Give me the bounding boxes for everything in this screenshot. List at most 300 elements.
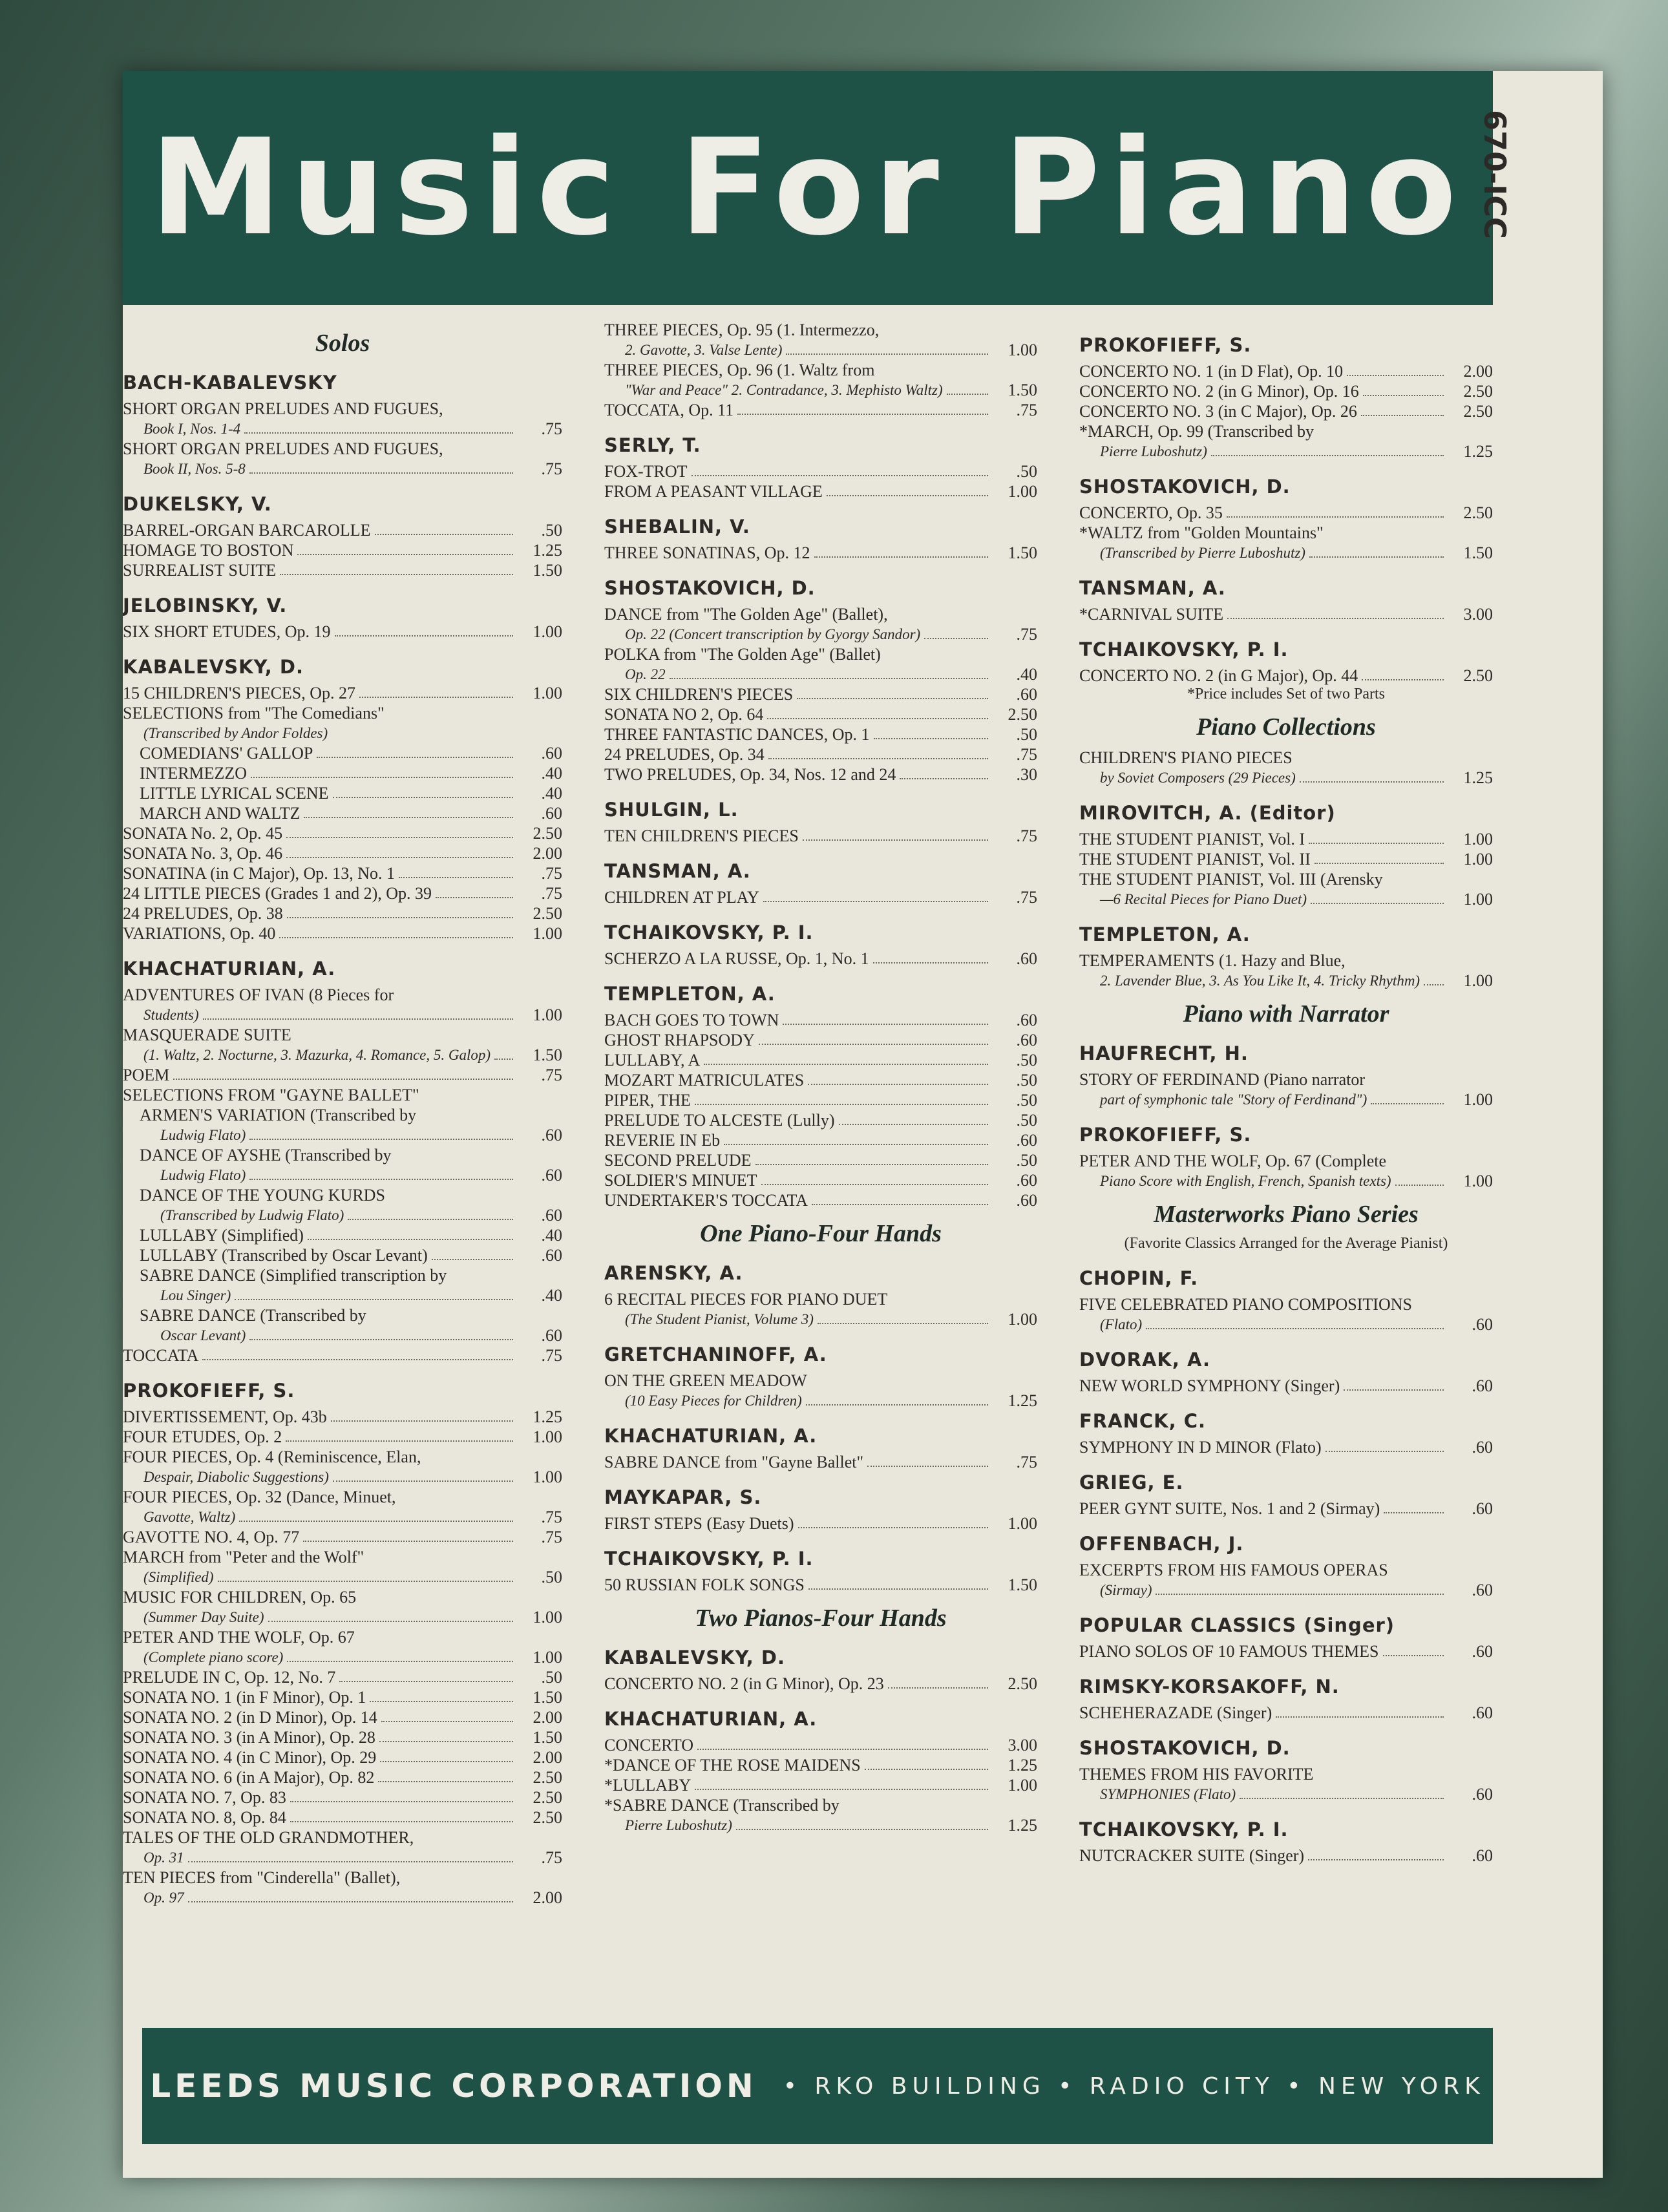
composer-name: SHOSTAKOVICH, D. — [1079, 476, 1291, 498]
leader-dots — [1276, 1716, 1444, 1718]
catalog-entry — [604, 684, 1037, 704]
entry-title: ON THE GREEN MEADOW — [604, 1371, 807, 1390]
entry-price: .60 — [1472, 1785, 1493, 1804]
leader-dots — [317, 757, 513, 758]
entry-note: Op. 22 — [625, 666, 666, 682]
catalog-entry — [123, 1407, 562, 1427]
leader-dots — [1311, 903, 1444, 904]
entry-note: Ludwig Flato) — [160, 1127, 246, 1143]
leader-dots — [333, 797, 514, 798]
entry-note: Op. 97 — [143, 1890, 184, 1906]
catalog-entry — [123, 1727, 562, 1747]
entry-price: 1.00 — [533, 1006, 562, 1024]
entry-price: 1.50 — [1463, 543, 1493, 562]
composer-name: TCHAIKOVSKY, P. I. — [1079, 638, 1289, 660]
entry-title: FOUR PIECES, Op. 32 (Dance, Minuet, — [123, 1488, 396, 1506]
entry-price: 1.50 — [533, 1046, 562, 1064]
composer-name: BACH-KABALEVSKY — [123, 372, 337, 394]
catalog-entry — [123, 683, 562, 703]
catalog-entry — [123, 520, 562, 540]
entry-price: .60 — [541, 744, 562, 763]
catalog-entry — [604, 704, 1037, 724]
entry-price: 2.00 — [533, 1708, 562, 1727]
catalog-entry — [123, 823, 562, 843]
entry-note: (Transcribed by Pierre Luboshutz) — [1100, 545, 1305, 561]
entry-note: (Simplified) — [143, 1569, 214, 1585]
catalog-entry — [123, 803, 562, 823]
catalog-entry — [1079, 951, 1493, 991]
catalog-entry — [123, 1828, 562, 1868]
entry-title: DANCE from "The Golden Age" (Ballet), — [604, 605, 888, 624]
entry-title: SONATA NO 2, Op. 64 — [604, 705, 764, 724]
entry-price: 2.50 — [533, 1768, 562, 1787]
entry-note: Lou Singer) — [160, 1287, 231, 1303]
catalog-entry — [123, 1868, 562, 1908]
entry-title: MASQUERADE SUITE — [123, 1026, 291, 1044]
section-heading: Two Pianos-Four Hands — [695, 1605, 947, 1632]
leader-dots — [670, 678, 988, 679]
entry-title: 15 CHILDREN'S PIECES, Op. 27 — [123, 684, 356, 702]
composer-name: KHACHATURIAN, A. — [604, 1708, 818, 1730]
catalog-entry — [604, 724, 1037, 744]
entry-title: SYMPHONY IN D MINOR (Flato) — [1079, 1438, 1322, 1457]
entry-title: SOLDIER'S MINUET — [604, 1171, 757, 1190]
leader-dots — [331, 1420, 513, 1422]
leader-dots — [286, 857, 513, 858]
catalog-entry — [123, 1305, 562, 1345]
entry-price: .60 — [1472, 1438, 1493, 1457]
entry-title: TALES OF THE OLD GRANDMOTHER, — [123, 1828, 414, 1847]
entry-price: 1.00 — [1463, 1090, 1493, 1109]
entry-title: SABRE DANCE (Transcribed by — [140, 1306, 366, 1325]
leader-dots — [737, 414, 988, 415]
catalog-entry — [1079, 1151, 1493, 1191]
leader-dots — [370, 1701, 513, 1702]
leader-dots — [818, 1323, 988, 1324]
catalog-entry — [123, 1547, 562, 1587]
entry-title: CONCERTO, Op. 35 — [1079, 503, 1223, 522]
entry-title: FROM A PEASANT VILLAGE — [604, 482, 823, 501]
entry-title: THE STUDENT PIANIST, Vol. III (Arensky — [1079, 870, 1383, 889]
entry-price: .40 — [541, 784, 562, 803]
entry-title: PETER AND THE WOLF, Op. 67 (Complete — [1079, 1152, 1387, 1170]
catalog-entry — [1079, 1641, 1493, 1661]
catalog-entry — [123, 1265, 562, 1305]
catalog-entry — [123, 1085, 562, 1105]
catalog-entry — [123, 1807, 562, 1828]
leader-dots — [759, 1044, 988, 1045]
catalog-entry — [1079, 748, 1493, 788]
catalog-entry — [1079, 666, 1493, 686]
catalog-entry — [123, 863, 562, 883]
leader-dots — [874, 738, 988, 739]
catalog-entry — [123, 1627, 562, 1667]
entry-title: MARCH from "Peter and the Wolf" — [123, 1548, 364, 1566]
catalog-entry — [1079, 421, 1493, 461]
entry-title: THREE PIECES, Op. 96 (1. Waltz from — [604, 361, 875, 379]
section-heading: Solos — [315, 330, 370, 357]
composer-name: DUKELSKY, V. — [123, 493, 272, 515]
leader-dots — [695, 1789, 988, 1790]
leader-dots — [786, 353, 988, 355]
catalog-entry — [1079, 829, 1493, 849]
entry-title: TWO PRELUDES, Op. 34, Nos. 12 and 24 — [604, 765, 896, 784]
entry-price: 1.00 — [1463, 830, 1493, 848]
entry-note: Ludwig Flato) — [160, 1167, 246, 1183]
entry-note: (Transcribed by Andor Foldes) — [143, 725, 328, 741]
catalog-entry — [123, 1225, 562, 1245]
entry-title: CONCERTO NO. 3 (in C Major), Op. 26 — [1079, 402, 1357, 421]
entry-note: (Complete piano score) — [143, 1649, 284, 1665]
publisher-footer — [142, 2028, 1493, 2144]
composer-name: TANSMAN, A. — [604, 860, 751, 882]
catalog-entry — [123, 743, 562, 763]
entry-price: .75 — [1016, 827, 1037, 845]
composer-name: SHOSTAKOVICH, D. — [604, 577, 816, 599]
catalog-entry — [123, 1427, 562, 1447]
entry-price: .75 — [541, 459, 562, 478]
entry-price: .60 — [1016, 1191, 1037, 1210]
leader-dots — [380, 1761, 513, 1762]
entry-note: SYMPHONIES (Flato) — [1100, 1786, 1236, 1802]
entry-title: LULLABY, A — [604, 1051, 701, 1069]
catalog-entry — [1079, 1764, 1493, 1804]
entry-note: (Flato) — [1100, 1316, 1143, 1332]
entry-title: MUSIC FOR CHILDREN, Op. 65 — [123, 1588, 357, 1606]
catalog-entry — [1079, 1703, 1493, 1723]
catalog-entry — [604, 887, 1037, 907]
column-2 — [604, 320, 1037, 2019]
entry-title: FOUR ETUDES, Op. 2 — [123, 1427, 282, 1446]
column-3 — [1079, 320, 1493, 2019]
entry-title: SONATA No. 3, Op. 46 — [123, 844, 283, 863]
leader-dots — [697, 1749, 988, 1750]
composer-name: MIROVITCH, A. (Editor) — [1079, 802, 1336, 824]
entry-title: FOX-TROT — [604, 462, 688, 481]
catalog-entry — [123, 1487, 562, 1527]
composer-name: KHACHATURIAN, A. — [123, 958, 336, 980]
leader-dots — [188, 1901, 513, 1902]
entry-title: SELECTIONS from "The Comedians" — [123, 704, 385, 722]
entry-title: CHILDREN'S PIANO PIECES — [1079, 748, 1293, 767]
entry-price: .60 — [541, 1166, 562, 1185]
composer-name: DVORAK, A. — [1079, 1349, 1211, 1371]
entry-price: 1.50 — [533, 561, 562, 580]
leader-dots — [249, 1179, 513, 1180]
leader-dots — [1383, 1655, 1444, 1656]
entry-note: (1. Waltz, 2. Nocturne, 3. Mazurka, 4. Romance, 5. Galop) — [143, 1047, 491, 1063]
composer-name: TCHAIKOVSKY, P. I. — [604, 1548, 814, 1570]
composer-name: OFFENBACH, J. — [1079, 1533, 1244, 1555]
entry-price: 1.25 — [533, 541, 562, 560]
entry-title: SONATA NO. 4 (in C Minor), Op. 29 — [123, 1748, 377, 1767]
entry-title: UNDERTAKER'S TOCCATA — [604, 1191, 808, 1210]
entry-title: *DANCE OF THE ROSE MAIDENS — [604, 1756, 861, 1775]
leader-dots — [867, 1466, 988, 1467]
leader-dots — [399, 877, 513, 878]
composer-name: SHEBALIN, V. — [604, 516, 750, 538]
entry-title: CONCERTO NO. 2 (in G Major), Op. 44 — [1079, 666, 1358, 685]
leader-dots — [1347, 375, 1444, 376]
composer-name: GRIEG, E. — [1079, 1471, 1184, 1493]
composer-name: RIMSKY-KORSAKOFF, N. — [1079, 1676, 1340, 1698]
entry-price: 1.00 — [533, 1608, 562, 1627]
entry-price: 1.00 — [1463, 1172, 1493, 1190]
leader-dots — [704, 1064, 988, 1065]
entry-title: PIPER, THE — [604, 1091, 691, 1110]
catalog-entry — [604, 1575, 1037, 1595]
entry-price: 1.00 — [1008, 1514, 1037, 1533]
entry-title: FOUR PIECES, Op. 4 (Reminiscence, Elan, — [123, 1448, 421, 1466]
catalog-entry — [1079, 1069, 1493, 1110]
entry-note: (The Student Pianist, Volume 3) — [625, 1311, 814, 1327]
entry-price: 2.50 — [1463, 666, 1493, 685]
catalog-entry — [604, 949, 1037, 969]
composer-name: SHOSTAKOVICH, D. — [1079, 1737, 1291, 1759]
leader-dots — [378, 1781, 513, 1782]
entry-price: 1.00 — [1463, 890, 1493, 909]
entry-price: 1.00 — [1008, 1310, 1037, 1329]
leader-dots — [1309, 843, 1444, 844]
catalog-entry — [604, 1452, 1037, 1472]
catalog-entry — [123, 1185, 562, 1225]
leader-dots — [339, 1681, 513, 1682]
title-banner — [123, 71, 1493, 305]
entry-price: .40 — [541, 1286, 562, 1305]
leader-dots — [1424, 984, 1444, 985]
entry-note: Op. 22 (Concert transcription by Gyorgy Sandor) — [625, 626, 921, 642]
composer-name: TCHAIKOVSKY, P. I. — [604, 922, 814, 943]
leader-dots — [1363, 395, 1444, 396]
entry-title: SCHEHERAZADE (Singer) — [1079, 1703, 1272, 1722]
entry-price: 1.50 — [1008, 543, 1037, 562]
entry-title: CONCERTO — [604, 1736, 694, 1754]
leader-dots — [432, 1259, 513, 1260]
entry-price: 1.00 — [533, 622, 562, 641]
entry-note: (Summer Day Suite) — [143, 1609, 264, 1625]
leader-dots — [839, 1124, 988, 1125]
leader-dots — [173, 1079, 513, 1080]
entry-price: .60 — [1472, 1846, 1493, 1865]
entry-note: Pierre Luboshutz) — [1100, 443, 1207, 459]
leader-dots — [1211, 455, 1444, 456]
entry-title: PIANO SOLOS OF 10 FAMOUS THEMES — [1079, 1642, 1379, 1661]
entry-price: .75 — [541, 1346, 562, 1365]
catalog-entry — [604, 1090, 1037, 1110]
leader-dots — [290, 1821, 513, 1822]
entry-price: .60 — [1016, 1131, 1037, 1150]
entry-title: LITTLE LYRICAL SCENE — [140, 784, 329, 803]
entry-price: .60 — [1472, 1499, 1493, 1518]
entry-title: NEW WORLD SYMPHONY (Singer) — [1079, 1376, 1340, 1395]
leader-dots — [691, 475, 988, 476]
entry-title: SABRE DANCE from "Gayne Ballet" — [604, 1453, 864, 1471]
entry-title: SONATINA (in C Major), Op. 13, No. 1 — [123, 864, 396, 883]
composer-name: KHACHATURIAN, A. — [604, 1425, 818, 1447]
catalog-entry — [123, 1345, 562, 1365]
catalog-entry — [123, 1767, 562, 1787]
catalog-entry — [1079, 381, 1493, 401]
catalog-entry — [604, 1795, 1037, 1835]
entry-title: 24 PRELUDES, Op. 34 — [604, 745, 765, 764]
catalog-entry — [604, 543, 1037, 563]
leader-dots — [924, 638, 988, 639]
entry-price: 1.00 — [1463, 971, 1493, 990]
entry-note: Pierre Luboshutz) — [625, 1817, 732, 1833]
leader-dots — [827, 495, 988, 496]
entry-price: 1.25 — [1008, 1391, 1037, 1410]
section-note: *Price includes Set of two Parts — [1187, 686, 1385, 702]
entry-title: SIX SHORT ETUDES, Op. 19 — [123, 622, 331, 641]
catalog-entry — [1079, 604, 1493, 624]
catalog-entry — [123, 560, 562, 580]
entry-price: .60 — [541, 1206, 562, 1225]
leader-dots — [218, 1581, 513, 1582]
leader-dots — [1395, 1185, 1444, 1186]
entry-price: 1.00 — [1463, 850, 1493, 869]
leader-dots — [235, 1299, 513, 1300]
leader-dots — [249, 472, 513, 474]
entry-title: COMEDIANS' GALLOP — [140, 744, 313, 763]
catalog-entry — [123, 903, 562, 923]
entry-price: 1.00 — [533, 684, 562, 702]
entry-price: 1.25 — [1008, 1756, 1037, 1775]
entry-price: .60 — [541, 1246, 562, 1265]
catalog-entry — [123, 703, 562, 743]
entry-title: DANCE OF AYSHE (Transcribed by — [140, 1146, 392, 1164]
leader-dots — [436, 897, 513, 898]
catalog-entry — [604, 481, 1037, 501]
entry-title: TOCCATA, Op. 11 — [604, 401, 734, 419]
composer-name: SHULGIN, L. — [604, 799, 739, 821]
leader-dots — [695, 1104, 988, 1105]
entry-price: .60 — [541, 1126, 562, 1144]
leader-dots — [736, 1829, 988, 1830]
entry-price: .75 — [541, 1066, 562, 1084]
catalog-entry — [123, 1145, 562, 1185]
leader-dots — [808, 1588, 988, 1590]
catalog-entry — [604, 1050, 1037, 1070]
leader-dots — [1384, 1512, 1444, 1513]
entry-title: TEMPERAMENTS (1. Hazy and Blue, — [1079, 951, 1346, 970]
catalog-entry — [1079, 1499, 1493, 1519]
entry-price: .75 — [541, 419, 562, 438]
entry-title: TEN CHILDREN'S PIECES — [604, 827, 799, 845]
entry-title: SHORT ORGAN PRELUDES AND FUGUES, — [123, 439, 443, 458]
entry-title: SONATA NO. 1 (in F Minor), Op. 1 — [123, 1688, 366, 1707]
leader-dots — [286, 837, 513, 838]
entry-price: .50 — [541, 1668, 562, 1687]
leader-dots — [763, 901, 988, 902]
entry-title: THREE FANTASTIC DANCES, Op. 1 — [604, 725, 870, 744]
leader-dots — [1309, 556, 1444, 558]
catalog-entry — [1079, 361, 1493, 381]
entry-title: FIRST STEPS (Easy Duets) — [604, 1514, 794, 1533]
entry-price: 2.50 — [533, 1788, 562, 1807]
entry-title: TOCCATA — [123, 1346, 199, 1365]
leader-dots — [268, 1621, 513, 1622]
entry-title: STORY OF FERDINAND (Piano narrator — [1079, 1070, 1365, 1089]
entry-price: 3.00 — [1008, 1736, 1037, 1754]
section-note: (Favorite Classics Arranged for the Average Pianist) — [1124, 1235, 1448, 1252]
catalog-entry — [604, 1110, 1037, 1130]
leader-dots — [335, 635, 513, 637]
leader-dots — [333, 1480, 513, 1482]
catalog-entry — [604, 826, 1037, 846]
composer-name: JELOBINSKY, V. — [123, 595, 288, 616]
entry-title: SONATA NO. 8, Op. 84 — [123, 1808, 286, 1827]
leader-dots — [303, 1541, 513, 1542]
entry-price: 2.50 — [533, 904, 562, 923]
leader-dots — [865, 1769, 988, 1770]
composer-name: PROKOFIEFF, S. — [123, 1380, 295, 1402]
entry-title: *MARCH, Op. 99 (Transcribed by — [1079, 422, 1314, 441]
catalog-entry — [604, 1735, 1037, 1755]
catalog-entry — [604, 1150, 1037, 1170]
catalog-entry — [123, 1667, 562, 1687]
entry-price: 3.00 — [1463, 605, 1493, 624]
leader-dots — [1362, 679, 1444, 680]
leader-dots — [798, 1527, 989, 1528]
catalog-entry — [123, 883, 562, 903]
entry-title: 24 LITTLE PIECES (Grades 1 and 2), Op. 39 — [123, 884, 432, 903]
entry-title: FIVE CELEBRATED PIANO COMPOSITIONS — [1079, 1295, 1412, 1314]
catalog-entry — [604, 1190, 1037, 1210]
catalog-entry — [123, 1025, 562, 1065]
catalog-entry — [604, 604, 1037, 644]
entry-title: VARIATIONS, Op. 40 — [123, 924, 276, 943]
entry-price: .50 — [1016, 1111, 1037, 1130]
entry-price: 2.50 — [1463, 382, 1493, 401]
entry-title: POLKA from "The Golden Age" (Ballet) — [604, 645, 881, 664]
leader-dots — [768, 758, 988, 759]
entry-price: .75 — [541, 1508, 562, 1526]
leader-dots — [755, 1164, 988, 1165]
leader-dots — [280, 574, 513, 575]
leader-dots — [767, 718, 988, 719]
leader-dots — [379, 1741, 513, 1742]
entry-title: DIVERTISSEMENT, Op. 43b — [123, 1407, 327, 1426]
catalog-entry — [604, 1775, 1037, 1795]
entry-price: 1.50 — [1008, 381, 1037, 399]
leader-dots — [1240, 1798, 1444, 1799]
leader-dots — [381, 1721, 513, 1722]
leader-dots — [888, 1687, 988, 1689]
entry-price: .30 — [1016, 765, 1037, 784]
leader-dots — [308, 1239, 513, 1240]
entry-title: INTERMEZZO — [140, 764, 248, 783]
composer-name: GRETCHANINOFF, A. — [604, 1343, 827, 1365]
leader-dots — [900, 778, 988, 779]
entry-title: *SABRE DANCE (Transcribed by — [604, 1796, 839, 1815]
entry-title: CONCERTO NO. 1 (in D Flat), Op. 10 — [1079, 362, 1344, 381]
entry-title: SIX CHILDREN'S PIECES — [604, 685, 794, 704]
entry-title: 24 PRELUDES, Op. 38 — [123, 904, 283, 923]
catalog-entry — [123, 1065, 562, 1085]
entry-price: .40 — [541, 764, 562, 783]
entry-title: PRELUDE IN C, Op. 12, No. 7 — [123, 1668, 336, 1687]
entry-title: DANCE OF THE YOUNG KURDS — [140, 1186, 385, 1205]
leader-dots — [297, 554, 513, 555]
composer-name: CHOPIN, F. — [1079, 1267, 1199, 1289]
entry-price: 2.50 — [1008, 705, 1037, 724]
entry-note: Book II, Nos. 5-8 — [143, 461, 246, 477]
entry-title: PRELUDE TO ALCESTE (Lully) — [604, 1111, 835, 1130]
entry-title: SHORT ORGAN PRELUDES AND FUGUES, — [123, 399, 443, 418]
entry-price: 2.50 — [1463, 402, 1493, 421]
entry-title: LULLABY (Simplified) — [140, 1226, 304, 1245]
entry-price: 1.00 — [533, 1427, 562, 1446]
